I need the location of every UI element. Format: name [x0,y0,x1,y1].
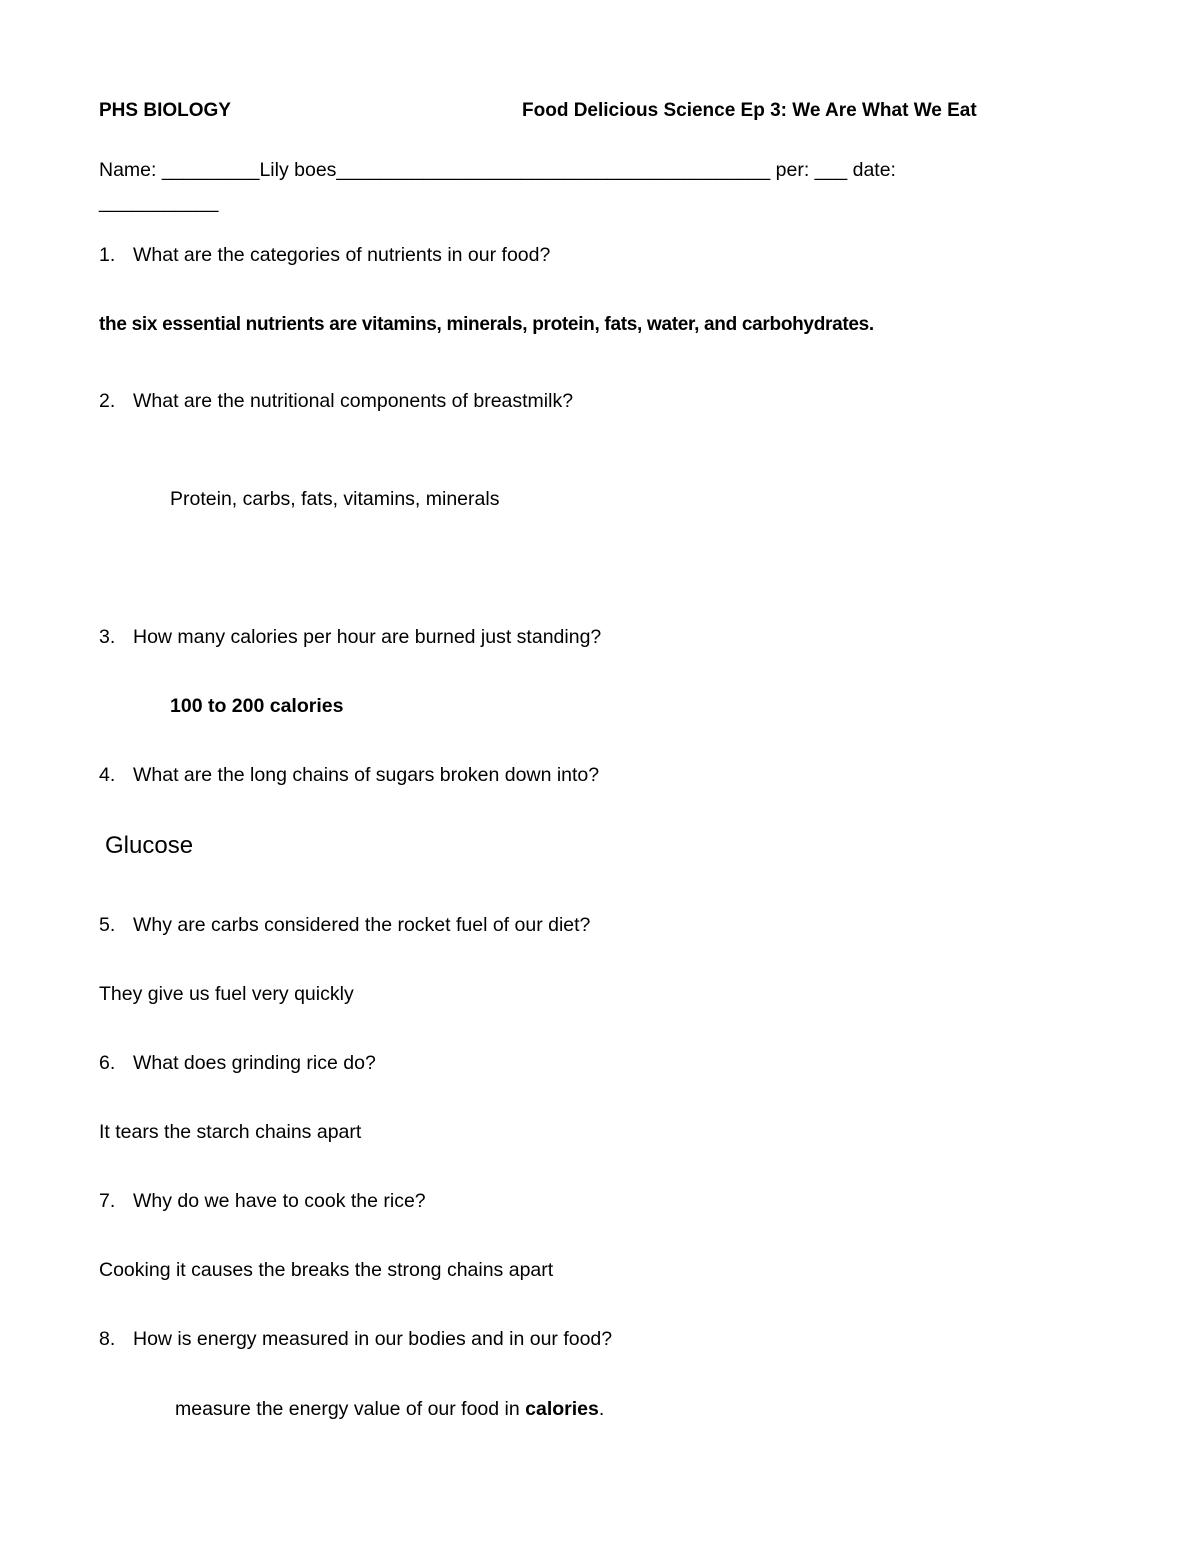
question-number: 3. [99,626,116,648]
question-3 [99,625,601,649]
question-number: 8. [99,1328,116,1350]
question-text: Why are carbs considered the rocket fuel of our diet? [133,914,591,936]
question-number: 4. [99,764,116,786]
question-number: 1. [99,244,116,266]
course-title: PHS BIOLOGY [99,100,231,121]
answer-5: They give us fuel very quickly [99,983,354,1005]
question-text: What are the long chains of sugars broken down into? [133,764,600,786]
answer-2: Protein, carbs, fats, vitamins, minerals [170,488,500,510]
answer-1: the six essential nutrients are vitamins, minerals, protein, fats, water, and carbohydrates. [99,314,874,335]
question-1 [99,243,550,267]
question-2 [99,389,573,413]
answer-7: Cooking it causes the breaks the strong chains apart [99,1259,554,1281]
question-8 [99,1327,612,1351]
question-number: 6. [99,1052,116,1074]
question-text: How many calories per hour are burned just standing? [133,626,602,648]
question-text: Why do we have to cook the rice? [133,1190,426,1212]
answer-3: 100 to 200 calories [170,695,344,717]
answer-8 [175,1397,604,1421]
answer-6: It tears the starch chains apart [99,1121,362,1143]
question-number: 7. [99,1190,116,1212]
answer-8-period: . [598,1398,605,1420]
question-number: 5. [99,914,116,936]
question-number: 2. [99,390,116,412]
question-text: What are the nutritional components of breastmilk? [133,390,574,412]
episode-title: Food Delicious Science Ep 3: We Are What We Eat [522,100,977,121]
answer-8-emphasis: calories [525,1398,599,1420]
question-text: What are the categories of nutrients in our food? [133,244,551,266]
question-text: How is energy measured in our bodies and in our food? [133,1328,613,1350]
name-line: Name: _________Lily boes________________________________________ per: ___ date: [99,159,896,181]
answer-8-text: measure the energy value of our food in [175,1398,526,1420]
answer-4: Glucose [105,832,194,859]
question-7 [99,1189,426,1213]
question-5 [99,913,590,937]
question-text: What does grinding rice do? [133,1052,376,1074]
question-6 [99,1051,376,1075]
name-line-continued: ___________ [99,191,219,213]
question-4 [99,763,599,787]
